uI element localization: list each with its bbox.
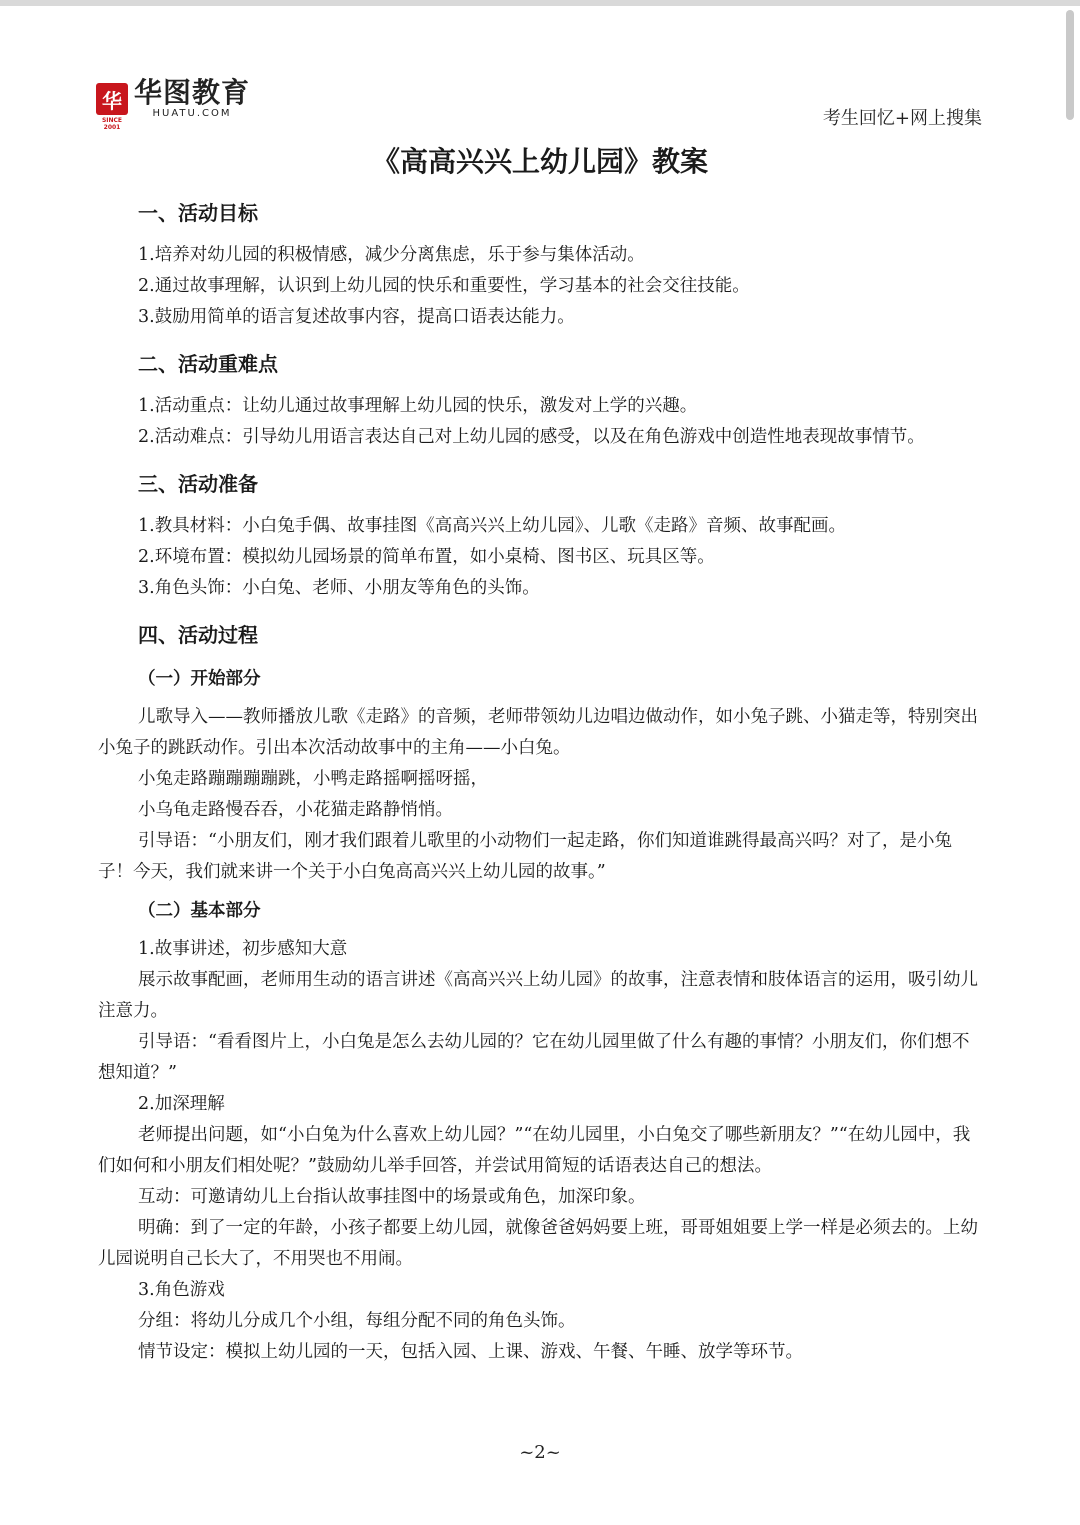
subsection-heading: （二）基本部分 — [138, 901, 261, 921]
paragraph: 3.鼓励用简单的语言复述故事内容，提高口语表达能力。 — [138, 307, 575, 327]
scrollbar-thumb[interactable] — [1066, 10, 1074, 120]
section-heading: 三、活动准备 — [138, 472, 258, 496]
paragraph: 3.角色头饰：小白兔、老师、小朋友等角色的头饰。 — [138, 578, 540, 598]
paragraph: 展示故事配画，老师用生动的语言讲述《高高兴兴上幼儿园》的故事，注意表情和肢体语言的运用，吸引幼儿注意力。 — [98, 970, 978, 1021]
paragraph: 引导语：“小朋友们，刚才我们跟着儿歌里的小动物们一起走路，你们知道谁跳得最高兴吗？对了，是小兔子！今天，我们就来讲一个关于小白兔高高兴兴上幼儿园的故事。” — [98, 831, 952, 882]
viewer-top-bar — [0, 0, 1080, 6]
paragraph: 小乌龟走路慢吞吞，小花猫走路静悄悄。 — [138, 800, 453, 820]
page-number: ~2~ — [519, 1442, 561, 1463]
section-process — [98, 618, 982, 1368]
paragraph: 明确：到了一定的年龄，小孩子都要上幼儿园，就像爸爸妈妈要上班，哥哥姐姐要上学一样是必须去的。上幼儿园说明自己长大了，不用哭也不用闹。 — [98, 1218, 978, 1269]
paragraph: 2.活动难点：引导幼儿用语言表达自己对上幼儿园的感受，以及在角色游戏中创造性地表现故事情节。 — [138, 427, 925, 447]
paragraph: 互动：可邀请幼儿上台指认故事挂图中的场景或角色，加深印象。 — [138, 1187, 646, 1207]
subsection-main — [98, 894, 982, 1368]
paragraph: 2.通过故事理解，认识到上幼儿园的快乐和重要性，学习基本的社会交往技能。 — [138, 276, 750, 296]
brand-logo — [96, 76, 251, 131]
section-preparation — [98, 467, 982, 604]
paragraph: 2.环境布置：模拟幼儿园场景的简单布置，如小桌椅、图书区、玩具区等。 — [138, 547, 715, 567]
document-title: 《高高兴兴上幼儿园》教案 — [371, 145, 708, 178]
paragraph: 分组：将幼儿分成几个小组，每组分配不同的角色头饰。 — [138, 1311, 576, 1331]
paragraph: 引导语：“看看图片上，小白兔是怎么去幼儿园的？它在幼儿园里做了什么有趣的事情？小朋友们，你们想不想知道？” — [98, 1032, 970, 1083]
paragraph: 1.培养对幼儿园的积极情感，减少分离焦虑，乐于参与集体活动。 — [138, 245, 645, 265]
paragraph: 1.活动重点：让幼儿通过故事理解上幼儿园的快乐，激发对上学的兴趣。 — [138, 396, 698, 416]
subsection-heading: （一）开始部分 — [138, 669, 261, 689]
brand-name-en: HUATU.COM — [152, 108, 232, 119]
brand-name-cn: 华图教育 — [134, 76, 251, 109]
section-heading: 一、活动目标 — [138, 201, 258, 225]
brand-since: SINCE 2001 — [101, 117, 123, 131]
section-goals — [98, 196, 982, 333]
paragraph: 老师提出问题，如“小白兔为什么喜欢上幼儿园？”“在幼儿园里，小白兔交了哪些新朋友？”“在幼儿园中，我们如何和小朋友们相处呢？”鼓励幼儿举手回答，并尝试用简短的话语表达自己的想法。 — [98, 1125, 971, 1176]
section-key-points — [98, 347, 982, 453]
section-heading: 四、活动过程 — [138, 623, 258, 647]
paragraph: 儿歌导入——教师播放儿歌《走路》的音频，老师带领幼儿边唱边做动作，如小兔子跳、小猫走等，特别突出小兔子的跳跃动作。引出本次活动故事中的主角——小白兔。 — [98, 707, 978, 758]
paragraph: 2.加深理解 — [138, 1094, 225, 1114]
paragraph: 情节设定：模拟上幼儿园的一天，包括入园、上课、游戏、午餐、午睡、放学等环节。 — [138, 1342, 803, 1362]
paragraph: 1.故事讲述，初步感知大意 — [138, 939, 348, 959]
document-body — [98, 196, 982, 1368]
paragraph: 小兔走路蹦蹦蹦蹦跳，小鸭走路摇啊摇呀摇， — [138, 769, 488, 789]
brand-text — [134, 76, 251, 119]
source-note: 考生回忆+网上搜集 — [822, 108, 982, 129]
subsection-opening — [98, 662, 982, 888]
section-heading: 二、活动重难点 — [138, 352, 278, 376]
paragraph: 3.角色游戏 — [138, 1280, 225, 1300]
brand-mark-icon: 华 SINCE 2001 — [96, 83, 128, 115]
paragraph: 1.教具材料：小白兔手偶、故事挂图《高高兴兴上幼儿园》、儿歌《走路》音频、故事配画。 — [138, 516, 846, 536]
